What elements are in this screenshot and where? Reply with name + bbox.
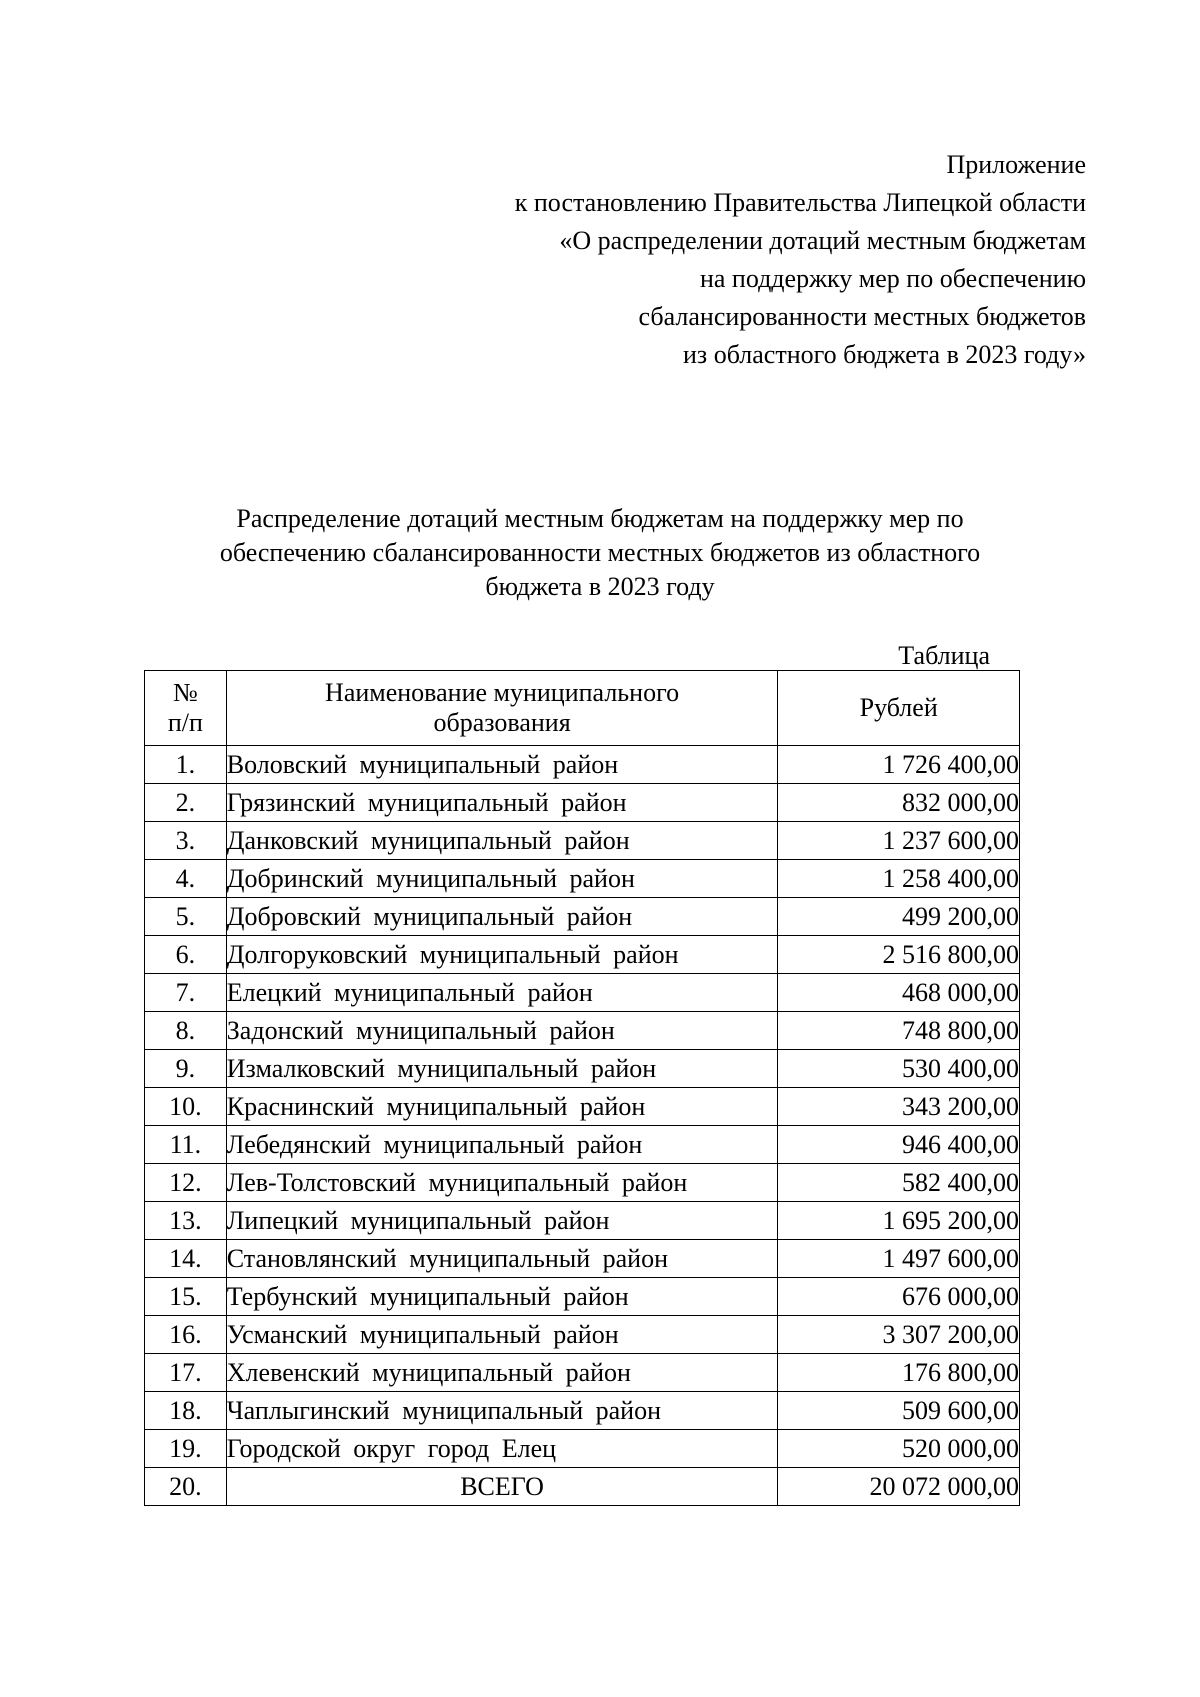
row-number: 7. [145, 974, 227, 1012]
row-value: 509 600,00 [778, 1392, 1020, 1430]
row-value: 3 307 200,00 [778, 1316, 1020, 1354]
total-value: 20 072 000,00 [778, 1468, 1020, 1506]
row-number: 4. [145, 860, 227, 898]
title-line: обеспечению сбалансированности местных бюджетов из областного [219, 538, 981, 567]
row-number: 17. [145, 1354, 227, 1392]
header-name-line2: образования [433, 708, 571, 737]
table-header-row [145, 671, 1020, 746]
row-value: 343 200,00 [778, 1088, 1020, 1126]
header-number-line1: № [172, 678, 198, 707]
row-number: 13. [145, 1202, 227, 1240]
header-value: Рублей [778, 671, 1020, 746]
document-title [150, 502, 1050, 604]
table-row [145, 746, 1020, 784]
row-value: 832 000,00 [778, 784, 1020, 822]
appendix-line: «О распределении дотаций местным бюджетам [559, 226, 1086, 255]
table-row [145, 1430, 1020, 1468]
row-value: 1 695 200,00 [778, 1202, 1020, 1240]
row-name: Липецкий муниципальный район [226, 1202, 778, 1240]
table-row [145, 1126, 1020, 1164]
table-row [145, 974, 1020, 1012]
table-row [145, 1164, 1020, 1202]
row-name: Грязинский муниципальный район [226, 784, 778, 822]
row-value: 1 258 400,00 [778, 860, 1020, 898]
row-number: 10. [145, 1088, 227, 1126]
row-number: 19. [145, 1430, 227, 1468]
appendix-line: сбалансированности местных бюджетов [638, 302, 1086, 331]
table-row [145, 860, 1020, 898]
table-row [145, 822, 1020, 860]
row-number: 12. [145, 1164, 227, 1202]
table-row [145, 936, 1020, 974]
row-number: 9. [145, 1050, 227, 1088]
table-row [145, 1050, 1020, 1088]
row-number: 18. [145, 1392, 227, 1430]
row-number: 2. [145, 784, 227, 822]
row-name: Добровский муниципальный район [226, 898, 778, 936]
table-caption: Таблица [898, 641, 990, 670]
table-row [145, 784, 1020, 822]
row-value: 946 400,00 [778, 1126, 1020, 1164]
row-value: 499 200,00 [778, 898, 1020, 936]
row-number: 1. [145, 746, 227, 784]
row-number: 15. [145, 1278, 227, 1316]
row-number: 3. [145, 822, 227, 860]
header-name-line1: Наименование муниципального [325, 678, 680, 707]
row-value: 676 000,00 [778, 1278, 1020, 1316]
row-value: 582 400,00 [778, 1164, 1020, 1202]
row-name: Данковский муниципальный район [226, 822, 778, 860]
row-name: Задонский муниципальный район [226, 1012, 778, 1050]
table-row [145, 1278, 1020, 1316]
table-row [145, 1316, 1020, 1354]
table-row [145, 898, 1020, 936]
table-row [145, 1354, 1020, 1392]
appendix-line: на поддержку мер по обеспечению [699, 264, 1086, 293]
row-value: 1 497 600,00 [778, 1240, 1020, 1278]
appendix-line: Приложение [946, 150, 1086, 179]
row-number: 16. [145, 1316, 227, 1354]
header-name [226, 671, 778, 746]
total-number: 20. [145, 1468, 227, 1506]
row-number: 6. [145, 936, 227, 974]
appendix-header [515, 146, 1086, 374]
row-number: 8. [145, 1012, 227, 1050]
appendix-line: из областного бюджета в 2023 году» [683, 340, 1086, 369]
table-row [145, 1392, 1020, 1430]
row-name: Добринский муниципальный район [226, 860, 778, 898]
row-value: 748 800,00 [778, 1012, 1020, 1050]
row-name: Лебедянский муниципальный район [226, 1126, 778, 1164]
row-name: Хлевенский муниципальный район [226, 1354, 778, 1392]
row-number: 11. [145, 1126, 227, 1164]
row-number: 14. [145, 1240, 227, 1278]
row-name: Лев-Толстовский муниципальный район [226, 1164, 778, 1202]
row-name: Становлянский муниципальный район [226, 1240, 778, 1278]
table-row [145, 1202, 1020, 1240]
row-value: 468 000,00 [778, 974, 1020, 1012]
budget-table [144, 670, 1020, 1506]
row-name: Усманский муниципальный район [226, 1316, 778, 1354]
row-value: 2 516 800,00 [778, 936, 1020, 974]
row-value: 176 800,00 [778, 1354, 1020, 1392]
table-row [145, 1012, 1020, 1050]
row-name: Измалковский муниципальный район [226, 1050, 778, 1088]
title-line: бюджета в 2023 году [485, 572, 715, 601]
table-row [145, 1240, 1020, 1278]
row-value: 1 726 400,00 [778, 746, 1020, 784]
total-label: ВСЕГО [226, 1468, 778, 1506]
table-total-row [145, 1468, 1020, 1506]
row-name: Тербунский муниципальный район [226, 1278, 778, 1316]
row-name: Елецкий муниципальный район [226, 974, 778, 1012]
header-number-line2: п/п [167, 708, 203, 737]
row-value: 530 400,00 [778, 1050, 1020, 1088]
row-value: 1 237 600,00 [778, 822, 1020, 860]
row-name: Городской округ город Елец [226, 1430, 778, 1468]
appendix-line: к постановлению Правительства Липецкой области [514, 188, 1086, 217]
row-number: 5. [145, 898, 227, 936]
row-name: Краснинский муниципальный район [226, 1088, 778, 1126]
row-name: Воловский муниципальный район [226, 746, 778, 784]
table-row [145, 1088, 1020, 1126]
header-number [145, 671, 227, 746]
title-line: Распределение дотаций местным бюджетам на поддержку мер по [236, 504, 964, 533]
row-name: Долгоруковский муниципальный район [226, 936, 778, 974]
row-name: Чаплыгинский муниципальный район [226, 1392, 778, 1430]
row-value: 520 000,00 [778, 1430, 1020, 1468]
